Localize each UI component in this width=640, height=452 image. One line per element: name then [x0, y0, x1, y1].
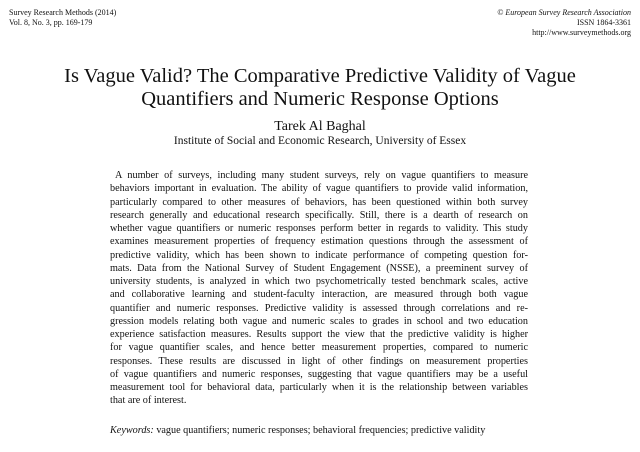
keywords: [110, 424, 530, 437]
abstract-line: of vague quantifiers and numeric responses, suggesting that vague quantifiers may be a useful: [110, 368, 528, 380]
journal-volume: Vol. 8, No. 3, pp. 169-179: [9, 18, 93, 27]
abstract-line: research generally and educational research specifically. Still, there is a dearth of research on: [110, 209, 528, 221]
abstract-line: for vague quantifier scales, and hence better measurement properties, compared to numeric: [110, 342, 528, 354]
abstract-line: university students, is analyzed in which two psychometrically tested benchmark scales, active: [110, 276, 528, 287]
abstract-line: quantifier and numeric responses. Predictive validity is assessed through correlations and re-: [110, 302, 528, 314]
abstract-line: particularly compared to other measures of behaviors, has been questioned within both survey: [110, 196, 528, 208]
abstract-line: predictive validity, which has been shown to indicate performance of competing question for-: [110, 249, 528, 261]
issn: ISSN 1864-3361: [576, 18, 631, 27]
keywords-text: vague quantifiers; numeric responses; behavioral frequencies; predictive validity: [156, 425, 486, 436]
keywords-label: Keywords:: [110, 425, 154, 436]
association-header: [497, 8, 631, 38]
author-name: Tarek Al Baghal: [274, 119, 366, 134]
abstract-line: gression models relating both vague and numeric scales to grades in school and two education: [110, 315, 528, 327]
journal-name: Survey Research Methods (2014): [9, 8, 117, 17]
association-name: © European Survey Research Association: [497, 8, 631, 17]
journal-url[interactable]: http://www.surveymethods.org: [532, 28, 631, 37]
abstract-line: measurement tool for behavioral data, particularly when it is the relationship between variables: [110, 382, 528, 393]
journal-header: [9, 8, 116, 28]
abstract: [110, 169, 528, 408]
paper-title: [0, 65, 640, 111]
abstract-line: mats. Data from the National Survey of Student Engagement (NSSE), a preeminent survey of: [110, 262, 528, 274]
abstract-line: and collaborative learning and student-faculty interaction, are measured through both vague: [110, 289, 528, 301]
title-line-2: Quantifiers and Numeric Response Options: [141, 88, 499, 110]
abstract-line: whether vague quantifiers or numeric responses perform better in regards to validity. This study: [110, 223, 528, 234]
abstract-line: behaviors important in evaluation. The ability of vague quantifiers to provide valid information,: [110, 183, 528, 195]
abstract-line: responses. These results are discussed in light of other findings on measurement properties: [110, 355, 528, 367]
title-line-1: Is Vague Valid? The Comparative Predictive Validity of Vague: [64, 65, 576, 87]
abstract-line: A number of surveys, including many student surveys, rely on vague quantifiers to measure: [115, 170, 528, 181]
author-affiliation: Institute of Social and Economic Research, University of Essex: [173, 135, 467, 147]
abstract-line: examines measurement properties of frequency estimation questions through the assessment of: [110, 236, 528, 248]
abstract-line: experience satisfaction measures. Results support the view that the predictive validity is higher: [110, 329, 528, 340]
abstract-line: that are of interest.: [110, 395, 187, 407]
